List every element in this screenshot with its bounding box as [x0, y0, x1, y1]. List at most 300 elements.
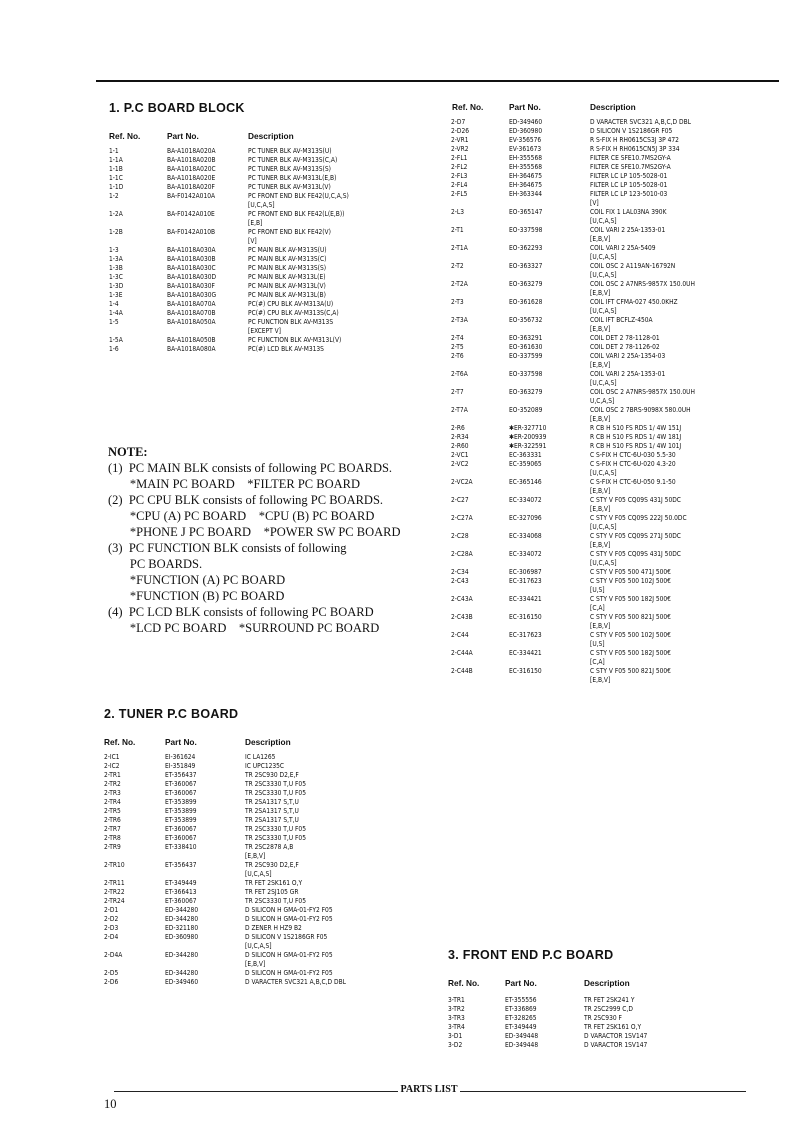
- cell-desc: C STY V F05 500 102J 500€: [590, 631, 671, 639]
- cell-desc: PC FUNCTION BLK AV-M313S: [248, 318, 334, 326]
- cell-part: ET-353899: [165, 807, 197, 815]
- cell-part: EC-316150: [509, 667, 542, 675]
- cell-part: [509, 217, 590, 226]
- table-row: [104, 906, 445, 915]
- cell-ref: 2-TR3: [104, 789, 121, 797]
- cell-desc: TR 2SC2878 A,B: [245, 843, 294, 851]
- cell-desc: C STY V F05 500 821J 500€: [590, 667, 671, 675]
- cell-ref: [451, 307, 509, 316]
- cell-desc: [E,B,V]: [590, 622, 611, 630]
- cell-desc: IC LA1265: [245, 753, 276, 761]
- cell-part: BA-A1018A020E: [167, 174, 216, 182]
- table-row: [451, 208, 790, 217]
- table-row: [451, 217, 790, 226]
- cell-ref: 2-TR6: [104, 816, 121, 824]
- table-row: [104, 951, 445, 960]
- cell-part: ED-344280: [165, 915, 199, 923]
- section-3-header-ref: Ref. No.: [448, 978, 480, 988]
- note-line: *PHONE J PC BOARD *POWER SW PC BOARD: [108, 525, 401, 539]
- cell-ref: [451, 676, 509, 685]
- cell-part: EC-334072: [509, 496, 542, 504]
- cell-desc: TR 2SC3330 T,U F05: [245, 780, 306, 788]
- table-row: [451, 433, 790, 442]
- cell-ref: 2-TR24: [104, 897, 125, 905]
- cell-part: [509, 289, 590, 298]
- table-row: [109, 264, 448, 273]
- table-row: [451, 325, 790, 334]
- cell-desc: D ZENER H HZ9 B2: [245, 924, 302, 932]
- cell-part: [509, 469, 590, 478]
- cell-part: EC-306987: [509, 568, 542, 576]
- table-row: [104, 834, 445, 843]
- cell-desc: C S-FIX H CTC-6U-050 9.1-50: [590, 478, 676, 486]
- cell-desc: TR 2SC930 D2,E,F: [245, 861, 299, 869]
- cell-part: BA-A1018A070A: [167, 300, 216, 308]
- cell-desc: COIL VARI 2 25A-1353-01: [590, 226, 666, 234]
- cell-ref: 1-2B: [109, 228, 123, 236]
- cell-part: [509, 559, 590, 568]
- table-row: [109, 201, 448, 210]
- section-1-header-desc: Description: [248, 131, 294, 141]
- table-row: [451, 604, 790, 613]
- cell-part: ET-366413: [165, 888, 197, 896]
- cell-ref: [109, 201, 167, 210]
- cell-ref: 1-2A: [109, 210, 123, 218]
- section-2-header-desc: Description: [245, 737, 291, 747]
- cell-ref: 3-TR3: [448, 1014, 465, 1022]
- cell-desc: TR 2SC3330 T,U F05: [245, 825, 306, 833]
- table-row: [109, 174, 448, 183]
- table-row: [104, 861, 445, 870]
- table-row: [451, 262, 790, 271]
- cell-ref: 2-VC2: [451, 460, 469, 468]
- cell-part: [165, 870, 245, 879]
- cell-desc: PC TUNER BLK AV-M313S(S): [248, 165, 331, 173]
- cell-desc: [E,B,V]: [590, 541, 611, 549]
- right-header-ref: Ref. No.: [452, 102, 484, 112]
- table-row: [451, 352, 790, 361]
- table-row: [448, 1032, 784, 1041]
- note-line: *FUNCTION (B) PC BOARD: [108, 589, 285, 603]
- cell-ref: 2-TR4: [104, 798, 121, 806]
- cell-ref: 3-TR1: [448, 996, 465, 1004]
- cell-desc: COIL DET 2 78-1126-02: [590, 343, 660, 351]
- cell-desc: [E,B,V]: [590, 415, 611, 423]
- cell-desc: [U,C,A,S]: [245, 942, 272, 950]
- table-row: [109, 165, 448, 174]
- cell-part: ET-360067: [165, 825, 197, 833]
- cell-desc: COIL OSC 2 A7NRS-9857X 150.0UH: [590, 280, 695, 288]
- cell-ref: 2-TR11: [104, 879, 125, 887]
- cell-desc: R CB H S10 FS RDS 1∕ 4W 181J: [590, 433, 682, 441]
- cell-part: [509, 397, 590, 406]
- table-row: [451, 289, 790, 298]
- cell-desc: PC MAIN BLK AV-M313S(S): [248, 264, 327, 272]
- cell-desc: C STY V F05 CQ09S 271J 50DC: [590, 532, 681, 540]
- cell-part: [509, 415, 590, 424]
- cell-part: EC-359065: [509, 460, 542, 468]
- table-row: [451, 388, 790, 397]
- cell-ref: 2-L3: [451, 208, 464, 216]
- cell-part: [165, 852, 245, 861]
- cell-ref: 2-D26: [451, 127, 470, 135]
- cell-part: ET-360067: [165, 789, 197, 797]
- table-row: [451, 424, 790, 433]
- table-row: [451, 541, 790, 550]
- cell-part: EV-361673: [509, 145, 542, 153]
- cell-desc: COIL FIX 1 LAL03NA 390K: [590, 208, 667, 216]
- cell-desc: R CB H S10 FS RDS 1∕ 4W 101J: [590, 442, 682, 450]
- cell-ref: 2-T3: [451, 298, 464, 306]
- table-row: [451, 190, 790, 199]
- cell-ref: 2-T4: [451, 334, 464, 342]
- cell-desc: [U,C,A,S]: [590, 379, 617, 387]
- table-row: [109, 147, 448, 156]
- cell-ref: 2-D3: [104, 924, 119, 932]
- cell-desc: FILTER CE SFE10.7MS2GY-A: [590, 154, 671, 162]
- cell-desc: PC MAIN BLK AV-M313L(E): [248, 273, 326, 281]
- cell-ref: 2-T2A: [451, 280, 468, 288]
- cell-desc: [E,B,V]: [590, 505, 611, 513]
- cell-part: ✱ER-200939: [509, 433, 547, 441]
- table-row: [451, 118, 790, 127]
- cell-ref: 2-D2: [104, 915, 119, 923]
- cell-ref: 2-TR1: [104, 771, 121, 779]
- cell-desc: PC FRONT END BLK FE42(V): [248, 228, 331, 236]
- cell-desc: TR 2SC930 F: [584, 1014, 622, 1022]
- cell-part: [509, 487, 590, 496]
- cell-ref: 2-D6: [104, 978, 119, 986]
- cell-part: [509, 235, 590, 244]
- cell-part: BA-A1018A050B: [167, 336, 216, 344]
- cell-desc: FILTER LC LP 123-5010-03: [590, 190, 668, 198]
- cell-desc: C STY V F05 CQ09S 222J 50.0DC: [590, 514, 687, 522]
- cell-ref: 1-1C: [109, 174, 123, 182]
- cell-desc: [U,C,A,S]: [590, 307, 617, 315]
- section-1-list: [109, 147, 448, 354]
- cell-ref: 1-3C: [109, 273, 123, 281]
- cell-part: BA-A1018A020F: [167, 183, 215, 191]
- cell-ref: 1-5: [109, 318, 119, 326]
- table-row: [451, 577, 790, 586]
- table-row: [109, 219, 448, 228]
- cell-ref: [451, 379, 509, 388]
- cell-ref: [109, 219, 167, 228]
- table-row: [451, 640, 790, 649]
- cell-desc: FILTER CE SFE10.7MS2GY-A: [590, 163, 671, 171]
- table-row: [451, 505, 790, 514]
- cell-ref: [104, 960, 165, 969]
- table-row: [451, 469, 790, 478]
- cell-ref: 1-4A: [109, 309, 123, 317]
- cell-part: BA-A1018A080A: [167, 345, 216, 353]
- table-row: [104, 780, 445, 789]
- table-row: [109, 183, 448, 192]
- cell-ref: 2-C27A: [451, 514, 473, 522]
- cell-ref: [451, 658, 509, 667]
- cell-part: EI-351849: [165, 762, 196, 770]
- cell-part: BA-A1018A020B: [167, 156, 216, 164]
- cell-desc: [E,B,V]: [590, 361, 611, 369]
- cell-ref: [451, 271, 509, 280]
- cell-desc: TR FET 2SK161 O,Y: [245, 879, 303, 887]
- cell-part: ED-360980: [509, 127, 543, 135]
- cell-desc: PC FUNCTION BLK AV-M313L(V): [248, 336, 342, 344]
- table-row: [104, 924, 445, 933]
- cell-desc: COIL DET 2 78-1128-01: [590, 334, 660, 342]
- cell-ref: 2-VC2A: [451, 478, 473, 486]
- table-row: [451, 613, 790, 622]
- cell-part: EO-337598: [509, 370, 543, 378]
- table-row: [109, 282, 448, 291]
- table-row: [451, 127, 790, 136]
- cell-part: ET-336869: [505, 1005, 537, 1013]
- note-line: (3) PC FUNCTION BLK consists of following: [108, 541, 347, 555]
- table-row: [451, 181, 790, 190]
- cell-ref: 2-T1: [451, 226, 464, 234]
- cell-part: EC-334068: [509, 532, 542, 540]
- note-line: PC BOARDS.: [108, 557, 203, 571]
- section-3-header-part: Part No.: [505, 978, 537, 988]
- footer-rule-left: [114, 1091, 398, 1092]
- cell-ref: 2-C43B: [451, 613, 473, 621]
- note-line: *FUNCTION (A) PC BOARD: [108, 573, 286, 587]
- cell-desc: PC TUNER BLK AV-M313S(U): [248, 147, 332, 155]
- footer-label: PARTS LIST: [400, 1084, 458, 1095]
- cell-ref: [104, 942, 165, 951]
- table-row: [104, 762, 445, 771]
- cell-ref: 2-C44: [451, 631, 469, 639]
- table-row: [451, 559, 790, 568]
- cell-ref: 2-T1A: [451, 244, 468, 252]
- cell-ref: 2-FL4: [451, 181, 468, 189]
- cell-desc: [U,C,A,S]: [590, 523, 617, 531]
- cell-part: EO-361630: [509, 343, 543, 351]
- cell-ref: 3-TR2: [448, 1005, 465, 1013]
- table-row: [451, 334, 790, 343]
- cell-desc: PC(#) LCD BLK AV-M313S: [248, 345, 324, 353]
- table-row: [451, 307, 790, 316]
- cell-ref: [109, 237, 167, 246]
- table-row: [109, 327, 448, 336]
- cell-part: BA-F0142A010E: [167, 210, 215, 218]
- section-2-title: 2. TUNER P.C BOARD: [104, 707, 239, 721]
- section-3-table: [448, 996, 784, 1050]
- cell-desc: COIL OSC 2 A7NRS-9857X 150.0UH: [590, 388, 695, 396]
- cell-desc: C STY V F05 CQ09S 431J 50DC: [590, 496, 681, 504]
- cell-desc: [E,B,V]: [590, 235, 611, 243]
- cell-part: BA-A1018A020C: [167, 165, 216, 173]
- cell-part: [509, 505, 590, 514]
- cell-ref: 2-R60: [451, 442, 469, 450]
- cell-ref: 1-4: [109, 300, 119, 308]
- table-row: [448, 1005, 784, 1014]
- cell-desc: TR 2SC3330 T,U F05: [245, 834, 306, 842]
- note-block: [108, 444, 401, 636]
- cell-part: ED-360980: [165, 933, 199, 941]
- cell-part: ET-356437: [165, 861, 197, 869]
- table-row: [451, 370, 790, 379]
- cell-desc: PC TUNER BLK AV-M313L(E,B): [248, 174, 337, 182]
- cell-desc: [E,B,V]: [590, 289, 611, 297]
- cell-ref: [451, 523, 509, 532]
- cell-part: EC-317623: [509, 631, 542, 639]
- cell-desc: COIL OSC 2 A119AN-16792N: [590, 262, 676, 270]
- cell-ref: [451, 199, 509, 208]
- note-line: (4) PC LCD BLK consists of following PC BOARD: [108, 605, 374, 619]
- cell-desc: TR FET 2SJ105 GR: [245, 888, 299, 896]
- cell-desc: D VARACTER SVC321 A,B,C,D DBL: [245, 978, 346, 986]
- table-row: [448, 1041, 784, 1050]
- cell-ref: [451, 289, 509, 298]
- cell-part: EO-363279: [509, 280, 543, 288]
- cell-ref: 2-R34: [451, 433, 469, 441]
- cell-ref: 3-D2: [448, 1041, 463, 1049]
- cell-desc: C S-FIX H CTC-6U-030 5.5-30: [590, 451, 676, 459]
- cell-ref: 2-D4A: [104, 951, 123, 959]
- cell-ref: 2-TR7: [104, 825, 121, 833]
- table-row: [451, 586, 790, 595]
- page-number: 10: [104, 1097, 117, 1111]
- cell-ref: 1-1D: [109, 183, 124, 191]
- cell-ref: [451, 586, 509, 595]
- cell-desc: [V]: [248, 237, 257, 245]
- table-row: [104, 879, 445, 888]
- cell-part: EO-337599: [509, 352, 543, 360]
- cell-ref: 2-IC2: [104, 762, 120, 770]
- cell-part: ✱ER-322591: [509, 442, 547, 450]
- table-row: [104, 915, 445, 924]
- table-row: [104, 825, 445, 834]
- cell-ref: [451, 622, 509, 631]
- cell-ref: 2-D7: [451, 118, 466, 126]
- cell-desc: PC FRONT END BLK FE42(U,C,A,S): [248, 192, 349, 200]
- right-header-desc: Description: [590, 102, 636, 112]
- cell-part: EH-363344: [509, 190, 542, 198]
- cell-part: BA-A1018A070B: [167, 309, 216, 317]
- section-3-list: [448, 996, 784, 1050]
- note-line: (2) PC CPU BLK consists of following PC BOARDS.: [108, 493, 384, 507]
- cell-desc: [EXCEPT V]: [248, 327, 281, 335]
- cell-desc: [U,C,A,S]: [248, 201, 275, 209]
- cell-desc: PC MAIN BLK AV-M313L(B): [248, 291, 326, 299]
- cell-ref: [451, 325, 509, 334]
- cell-part: EH-364675: [509, 181, 542, 189]
- cell-part: ET-338410: [165, 843, 197, 851]
- cell-ref: 2-D1: [104, 906, 119, 914]
- cell-part: [167, 327, 248, 336]
- cell-part: EO-361628: [509, 298, 543, 306]
- cell-desc: C STY V F05 500 821J 500€: [590, 613, 671, 621]
- table-row: [104, 897, 445, 906]
- cell-part: EO-363279: [509, 388, 543, 396]
- cell-desc: [U,C,A,S]: [590, 559, 617, 567]
- cell-desc: PC MAIN BLK AV-M313S(U): [248, 246, 327, 254]
- cell-desc: C STY V F05 500 182J 500€: [590, 649, 671, 657]
- table-row: [451, 658, 790, 667]
- cell-part: BA-A1018A030F: [167, 282, 215, 290]
- cell-part: EV-356576: [509, 136, 542, 144]
- table-row: [451, 649, 790, 658]
- cell-ref: 2-FL5: [451, 190, 468, 198]
- cell-part: EC-363331: [509, 451, 542, 459]
- cell-part: BA-F0142A010B: [167, 228, 216, 236]
- cell-part: ET-349449: [165, 879, 197, 887]
- cell-part: BA-A1018A050A: [167, 318, 216, 326]
- note-lines: [108, 460, 401, 636]
- cell-part: EH-364675: [509, 172, 542, 180]
- cell-part: EC-334421: [509, 649, 542, 657]
- cell-part: ET-353899: [165, 816, 197, 824]
- cell-desc: TR 2SC930 D2,E,F: [245, 771, 299, 779]
- cell-part: EO-337598: [509, 226, 543, 234]
- cell-ref: [451, 217, 509, 226]
- note-line: *CPU (A) PC BOARD *CPU (B) PC BOARD: [108, 509, 375, 523]
- cell-part: ET-328265: [505, 1014, 537, 1022]
- table-row: [451, 163, 790, 172]
- cell-ref: 1-1: [109, 147, 119, 155]
- cell-desc: R CB H S10 FS RDS 1∕ 4W 151J: [590, 424, 682, 432]
- table-row: [451, 226, 790, 235]
- cell-desc: TR 2SC2999 C,D: [584, 1005, 633, 1013]
- cell-ref: 2-T7A: [451, 406, 468, 414]
- cell-part: [167, 201, 248, 210]
- cell-part: [509, 199, 590, 208]
- table-row: [448, 1014, 784, 1023]
- cell-desc: D SILICON H GMA-01-FY2 F05: [245, 951, 333, 959]
- cell-part: EC-316150: [509, 613, 542, 621]
- cell-ref: 2-TR10: [104, 861, 125, 869]
- table-row: [451, 172, 790, 181]
- cell-part: [509, 676, 590, 685]
- cell-ref: 2-T3A: [451, 316, 468, 324]
- cell-part: EC-317623: [509, 577, 542, 585]
- cell-ref: [451, 361, 509, 370]
- table-row: [104, 771, 445, 780]
- cell-ref: 2-TR5: [104, 807, 121, 815]
- cell-part: ET-356437: [165, 771, 197, 779]
- table-row: [451, 406, 790, 415]
- table-row: [451, 622, 790, 631]
- cell-ref: 2-T2: [451, 262, 464, 270]
- cell-ref: 2-D4: [104, 933, 119, 941]
- cell-part: ED-349460: [165, 978, 199, 986]
- cell-ref: [451, 253, 509, 262]
- cell-ref: 1-3: [109, 246, 119, 254]
- cell-ref: 1-2: [109, 192, 119, 200]
- cell-desc: PC MAIN BLK AV-M313L(V): [248, 282, 326, 290]
- cell-ref: 2-FL3: [451, 172, 468, 180]
- cell-desc: PC MAIN BLK AV-M313S(C): [248, 255, 327, 263]
- cell-ref: 1-1A: [109, 156, 123, 164]
- cell-desc: TR 2SC3330 T,U F05: [245, 789, 306, 797]
- cell-part: [509, 307, 590, 316]
- cell-ref: [109, 327, 167, 336]
- cell-ref: 2-TR2: [104, 780, 121, 788]
- cell-part: [509, 541, 590, 550]
- cell-part: [167, 219, 248, 228]
- table-row: [109, 345, 448, 354]
- cell-ref: [451, 397, 509, 406]
- cell-part: [509, 622, 590, 631]
- table-row: [104, 978, 445, 987]
- table-row: [109, 156, 448, 165]
- note-title: NOTE:: [108, 445, 148, 459]
- cell-ref: [104, 852, 165, 861]
- cell-ref: [451, 487, 509, 496]
- table-row: [109, 318, 448, 327]
- cell-desc: COIL IFT BCFLZ-450A: [590, 316, 653, 324]
